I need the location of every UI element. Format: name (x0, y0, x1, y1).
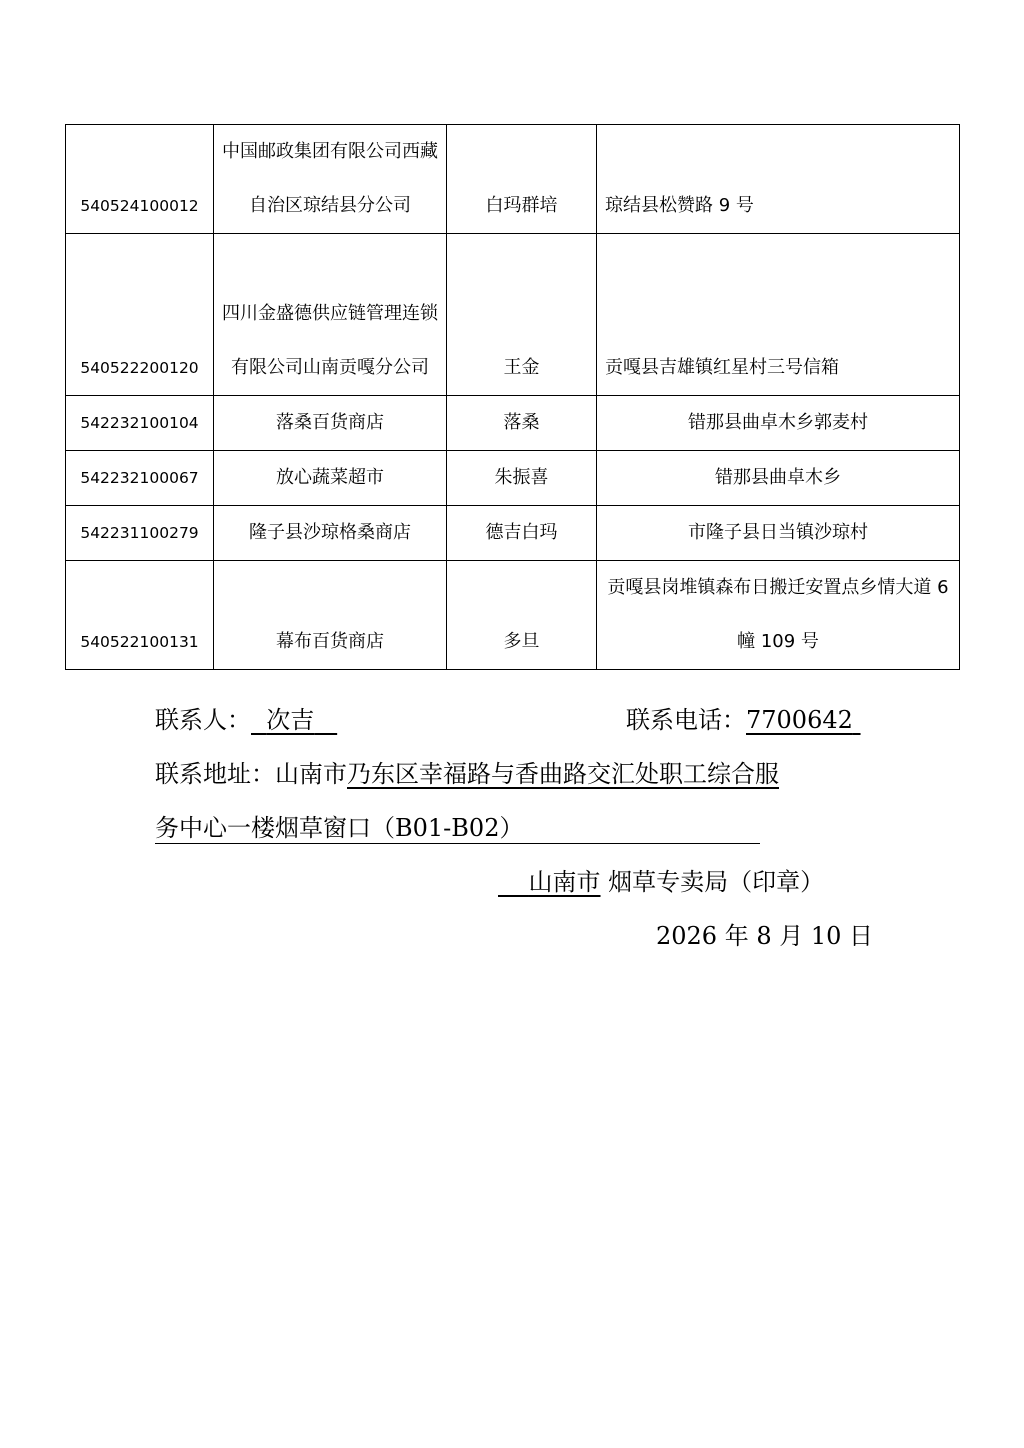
contact-phone-line (626, 694, 861, 746)
license-id-cell: 542232100104 (66, 396, 214, 451)
phone-number: 7700642 (746, 706, 853, 734)
address-cell: 错那县曲卓木乡 (597, 451, 960, 506)
issuer-name: 烟草专卖局（印章） (608, 868, 825, 896)
address-cell: 市隆子县日当镇沙琼村 (597, 506, 960, 561)
table-row (66, 234, 960, 396)
address-prefix: 山南市 (275, 760, 347, 788)
table-row (66, 506, 960, 561)
person-cell: 德吉白玛 (447, 506, 597, 561)
license-id-cell: 540522100131 (66, 561, 214, 670)
contact-address-line-2 (155, 802, 760, 854)
license-table (65, 124, 960, 670)
business-name-cell: 落桑百货商店 (214, 396, 447, 451)
table-row (66, 396, 960, 451)
address-cell: 琼结县松赞路 9 号 (597, 125, 960, 234)
address-line-1: 乃东区幸福路与香曲路交汇处职工综合服 (347, 760, 779, 788)
license-id-cell: 542231100279 (66, 506, 214, 561)
business-name-cell: 幕布百货商店 (214, 561, 447, 670)
table-row (66, 125, 960, 234)
business-name-cell: 隆子县沙琼格桑商店 (214, 506, 447, 561)
table-row (66, 451, 960, 506)
person-cell: 白玛群培 (447, 125, 597, 234)
person-cell: 王金 (447, 234, 597, 396)
phone-label: 联系电话： (626, 706, 746, 734)
business-name-cell: 四川金盛德供应链管理连锁有限公司山南贡嘎分公司 (214, 234, 447, 396)
person-cell: 落桑 (447, 396, 597, 451)
address-line-2: 务中心一楼烟草窗口（B01-B02） (155, 813, 760, 844)
person-cell: 多旦 (447, 561, 597, 670)
license-id-cell: 542232100067 (66, 451, 214, 506)
issue-date: 2026 年 8 月 10 日 (656, 922, 874, 950)
table-row (66, 561, 960, 670)
business-name-cell: 放心蔬菜超市 (214, 451, 447, 506)
address-cell: 贡嘎县岗堆镇森布日搬迁安置点乡情大道 6 幢 109 号 (597, 561, 960, 670)
issuer-line (498, 856, 824, 908)
contact-name: 次吉 (266, 706, 315, 734)
address-cell: 错那县曲卓木乡郭麦村 (597, 396, 960, 451)
person-cell: 朱振喜 (447, 451, 597, 506)
business-name-cell: 中国邮政集团有限公司西藏自治区琼结县分公司 (214, 125, 447, 234)
contact-label: 联系人： (155, 706, 251, 734)
issuer-city: 山南市 (528, 868, 601, 896)
address-label: 联系地址： (155, 760, 275, 788)
license-id-cell: 540524100012 (66, 125, 214, 234)
contact-person-line (155, 694, 337, 746)
license-id-cell: 540522200120 (66, 234, 214, 396)
contact-address-line-1 (155, 748, 779, 800)
address-cell: 贡嘎县吉雄镇红星村三号信箱 (597, 234, 960, 396)
